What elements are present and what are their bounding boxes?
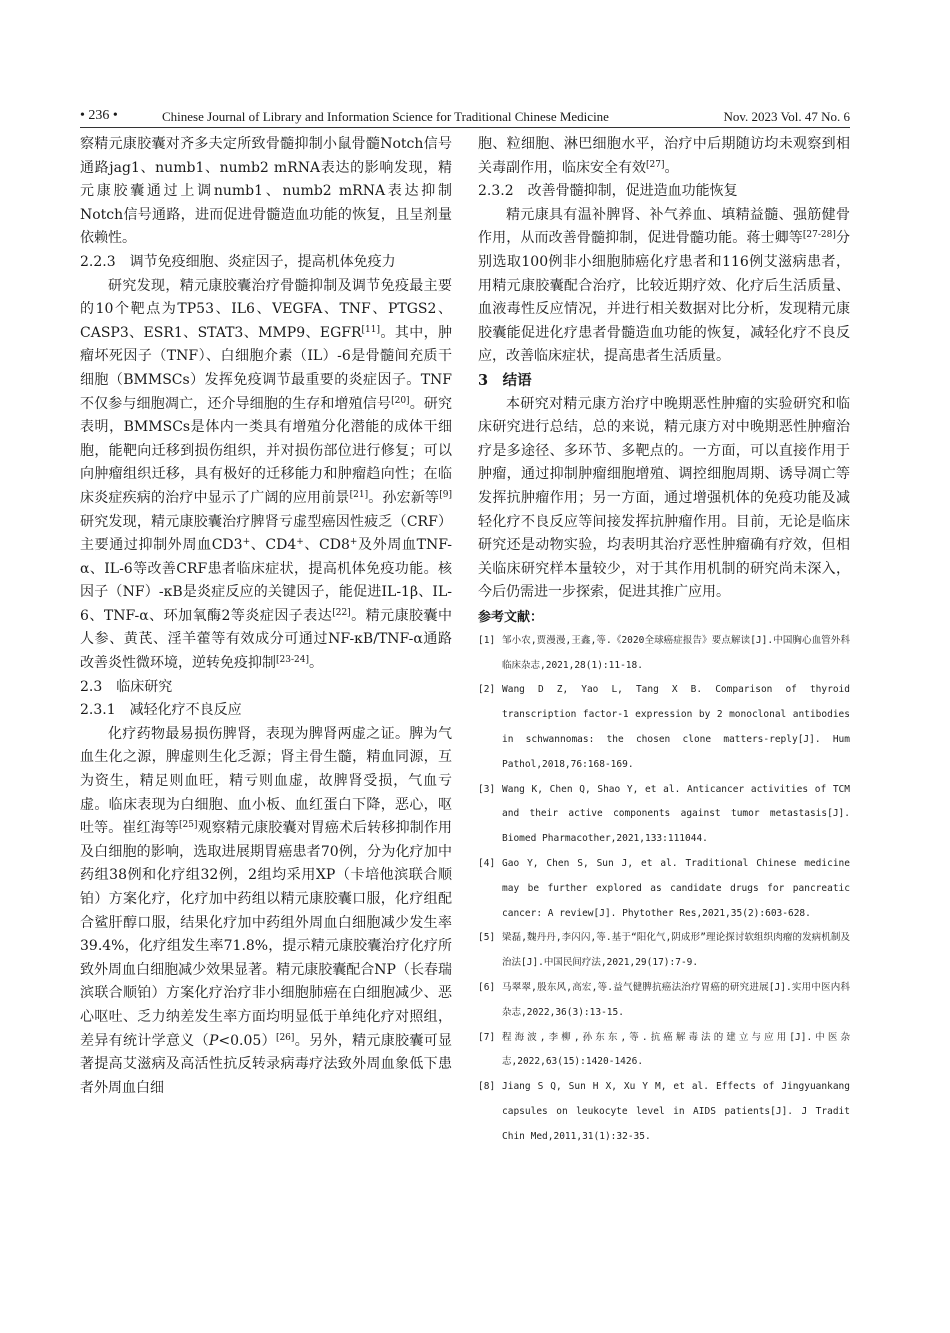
section-heading-2-3-2: 2.3.2 改善骨髓抑制，促进造血功能恢复 [478,183,738,200]
citation[interactable]: [21] [349,489,369,500]
reference-item: [2] Wang D Z, Yao L, Tang X B. Comparison of thyroid transcription factor-1 expression by 2 monoclonal antibodies in schwannomas: the chosen clone matters-reply[J]. Hum Pathol,2018,76:168-169. [478,684,850,770]
journal-title: Chinese Journal of Library and Information Science for Traditional Chinese Medicine [162,109,609,124]
section-heading-2-3: 2.3 临床研究 [80,678,173,695]
right-column [478,133,850,1150]
citation[interactable]: [27-28] [802,230,836,241]
citation[interactable]: [22] [332,607,351,618]
citation[interactable]: [9] [439,489,453,500]
citation[interactable]: [25] [178,820,198,831]
page-number: • 236 • [80,108,118,123]
citation[interactable]: [26] [275,1032,295,1043]
paragraph: 察精元康胶囊对齐多夫定所致骨髓抑制小鼠骨髓Notch信号通路jag1、numb1、numb2 mRNA表达的影响发现，精元康胶囊通过上调numb1、numb2 mRNA表达抑制Notch信号通路，进而促进骨髓造血功能的恢复，且呈剂量依赖性。 [80,136,452,247]
reference-item: [8] Jiang S Q, Sun H X, Xu Y M, et al. Effects of Jingyuankang capsules on leukocyte level in AIDS patients[J]. J Tradit Chin Med,2011,31(1):32-35. [478,1081,850,1142]
paragraph: 胞、粒细胞、淋巴细胞水平，治疗中后期随访均未观察到相关毒副作用，临床安全有效[27]。 [478,136,850,176]
section-heading-3: 3 结语 [478,371,532,389]
running-header [80,107,850,128]
paragraph: 精元康具有温补脾肾、补气养血、填精益髓、强筋健骨作用，从而改善骨髓抑制，促进骨髓功能。蒋士卿等[27-28]分别选取100例非小细胞肺癌化疗患者和116例艾滋病患者，用精元康胶囊配合治疗，比较近期疗效、化疗后生活质量、血液毒性反应情况，并进行相关数据对比分析，发现精元康胶囊能促进化疗患者骨髓造血功能的恢复，减轻化疗不良反应，改善临床症状，提高患者生活质量。 [478,206,851,365]
reference-item: [7] 程海波,李柳,孙东东,等.抗癌解毒法的建立与应用[J].中医杂志,2022,63(15):1420-1426. [478,1031,850,1068]
reference-item: [4] Gao Y, Chen S, Sun J, et al. Traditional Chinese medicine may be further explored as candidate drugs for pancreatic cancer: A review[J]. Phytother Res,2021,35(2):603-628. [478,858,850,919]
reference-item: [5] 梁磊,魏丹丹,李闪闪,等.基于“阳化气,阴成形”理论探讨软组织肉瘤的发病机制及治法[J].中国民间疗法,2021,29(17):7-9. [478,932,850,969]
reference-item: [6] 马翠翠,殷东风,高宏,等.益气健脾抗癌法治疗胃癌的研究进展[J].实用中医内科杂志,2022,36(3):13-15. [478,982,850,1018]
issue-info: Nov. 2023 Vol. 47 No. 6 [723,109,850,124]
citation[interactable]: [23-24] [276,655,309,666]
reference-list [478,629,850,1150]
paragraph: 化疗药物最易损伤脾肾，表现为脾肾两虚之证。脾为气血生化之源，脾虚则生化乏源；肾主骨生髓，精血同源，互为资生，精足则血旺，精亏则血虚，故脾肾受损，气血亏虚。临床表现为白细胞、血小板、血红蛋白下降，恶心，呕吐等。崔红海等[25]观察精元康胶囊对胃癌术后转移抑制作用及白细胞的影响，选取进展期胃癌患者70例，分为化疗加中药组38例和化疗组32例，2组均采用XP（卡培他滨联合顺铂）方案化疗，化疗加中药组以精元康胶囊口服，化疗组配合鲨肝醇口服，结果化疗加中药组外周血白细胞减少发生率39.4%，化疗组发生率71.8%，提示精元康胶囊治疗化疗所致外周血白细胞减少效果显著。精元康胶囊配合NP（长春瑞滨联合顺铂）方案化疗治疗非小细胞肺癌在白细胞减少、恶心呕吐、乏力纳差发生率方面均明显低于单纯化疗对照组，差异有统计学意义（P<0.05）[26]。另外，精元康胶囊可显著提高艾滋病及高活性抗反转录病毒疗法致外周血象低下患者外周血白细 [80,725,453,1096]
reference-item: [3] Wang K, Chen Q, Shao Y, et al. Anticancer activities of TCM and their active components against tumor metastasis[J]. Biomed Pharmacother,2021,133:111044. [478,783,850,845]
left-column [80,133,452,1100]
citation[interactable]: [27] [646,159,665,170]
paragraph: 本研究对精元康方治疗中晚期恶性肿瘤的实验研究和临床研究进行总结，总的来说，精元康方对中晚期恶性肿瘤治疗是多途径、多环节、多靶点的。一方面，可以直接作用于肿瘤，通过抑制肿瘤细胞增殖、调控细胞周期、诱导凋亡等发挥抗肿瘤作用；另一方面，通过增强机体的免疫功能及减轻化疗不良反应等间接发挥抗肿瘤作用。目前，无论是临床研究还是动物实验，均表明其治疗恶性肿瘤确有疗效，但相关临床研究样本量较少，对于其作用机制的研究尚未深入，今后仍需进一步探索，促进其推广应用。 [478,395,850,601]
reference-item: [1] 邹小农,贾漫漫,王鑫,等.《2020全球癌症报告》要点解读[J].中国胸心血管外科临床杂志,2021,28(1):11-18. [478,634,850,671]
section-heading-2-3-1: 2.3.1 减轻化疗不良反应 [80,702,242,719]
paragraph: 研究发现，精元康胶囊治疗骨髓抑制及调节免疫最主要的10个靶点为TP53、IL6、VEGFA、TNF、PTGS2、CASP3、ESR1、STAT3、MMP9、EGFR[11]。其中，肿瘤坏死因子（TNF）、白细胞介素（IL）-6是骨髓间充质干细胞（BMMSCs）发挥免疫调节最重要的炎症因子。TNF不仅参与细胞凋亡，还介导细胞的生存和增殖信号[20]。研究表明，BMMSCs是体内一类具有增殖分化潜能的成体干细胞，能靶向迁移到损伤组织，并对损伤部位进行修复；可以向肿瘤组织迁移，具有极好的迁移能力和肿瘤趋向性；在临床炎症疾病的治疗中显示了广阔的应用前景[21]。孙宏新等[9]研究发现，精元康胶囊治疗脾肾亏虚型癌因性疲乏（CRF）主要通过抑制外周血CD3+、CD4+、CD8+及外周血TNF-α、IL-6等改善CRF患者临床症状，提高机体免疫功能。核因子（NF）-κB是炎症反应的关键因子，能促进IL-1β、IL-6、TNF-α、环加氧酶2等炎症因子表达[22]。精元康胶囊中人参、黄芪、淫羊藿等有效成分可通过NF-κB/TNF-α通路改善炎性微环境，逆转免疫抑制[23-24]。 [80,277,453,672]
citation[interactable]: [20] [391,395,410,406]
citation[interactable]: [11] [361,324,381,335]
references-title: 参考文献： [478,609,544,625]
section-heading-2-2-3: 2.2.3 调节免疫细胞、炎症因子，提高机体免疫力 [80,253,396,270]
